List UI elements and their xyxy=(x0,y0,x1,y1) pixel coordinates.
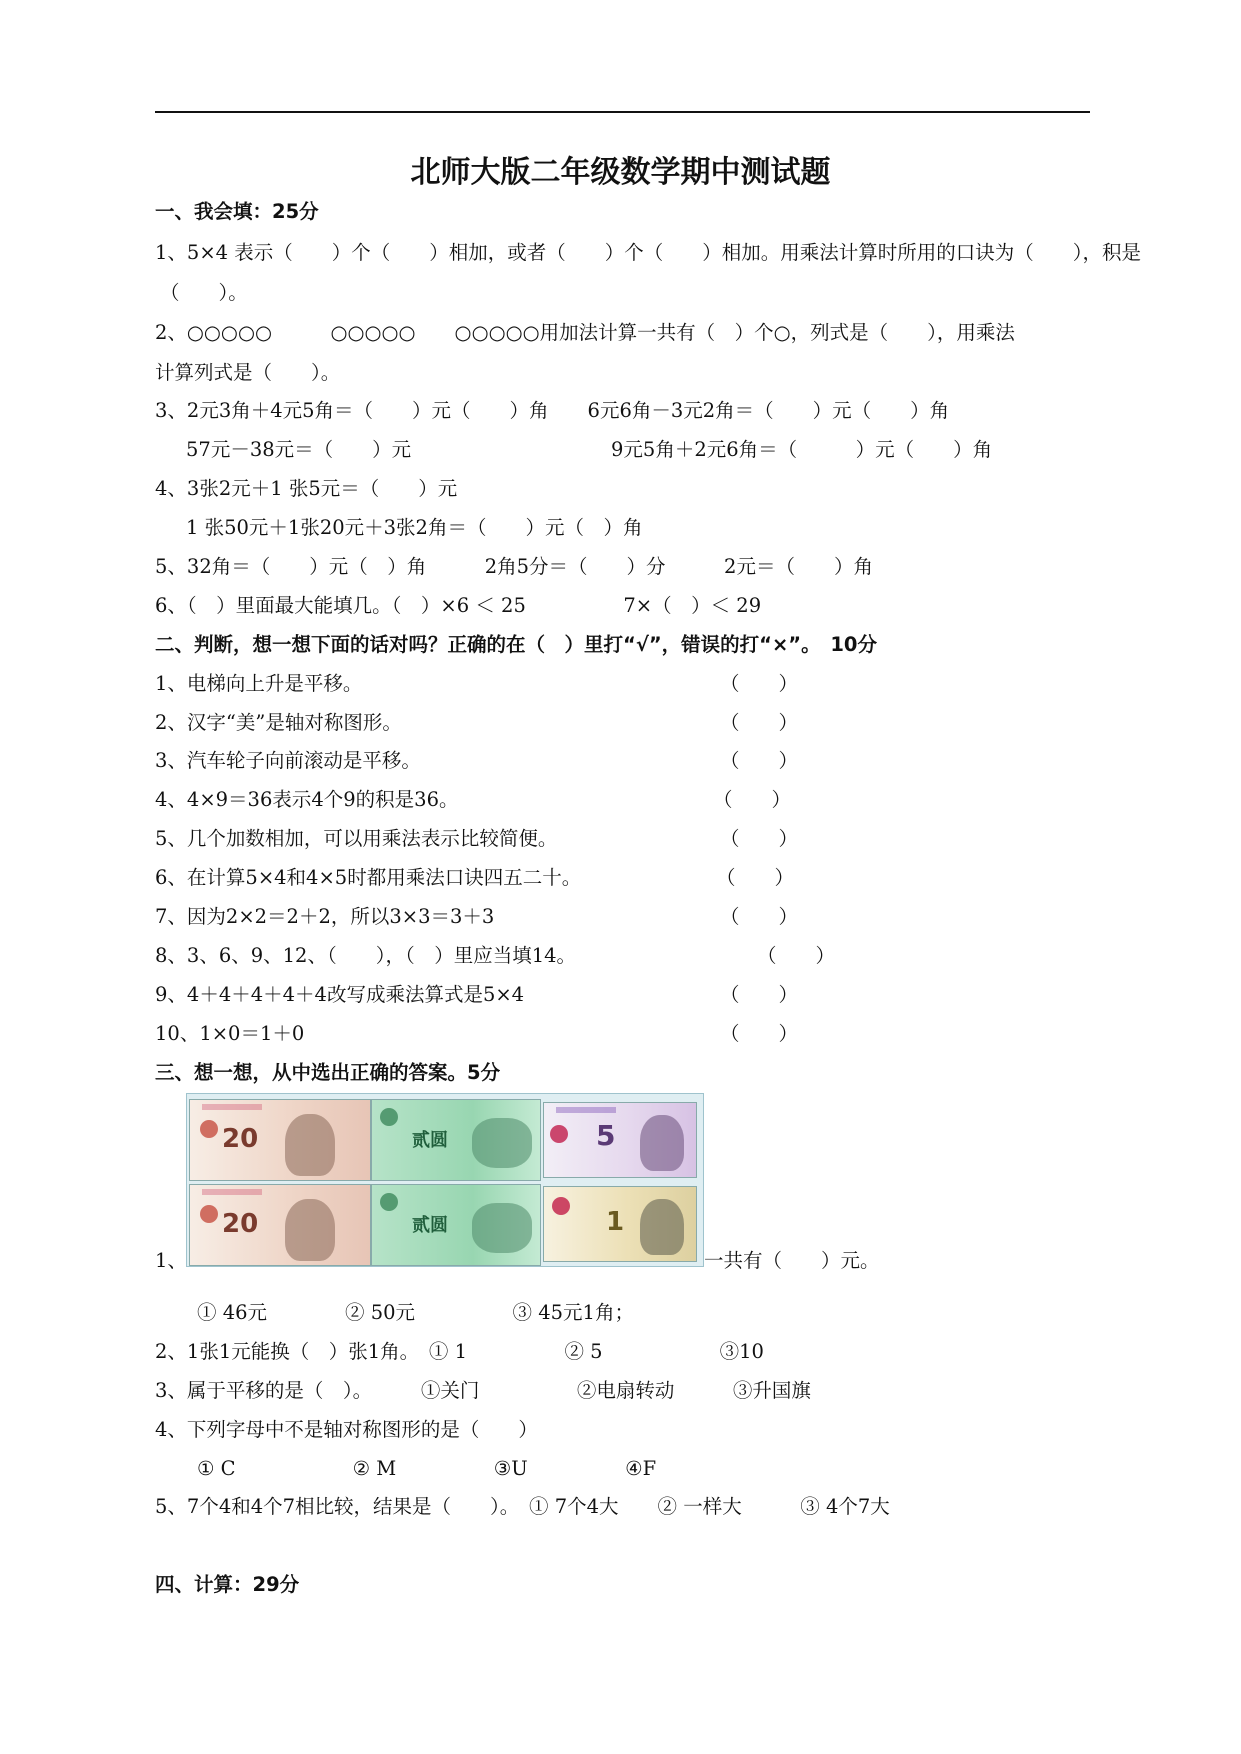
s3-q4-options: ① C ② M ③U ④F xyxy=(197,1457,657,1480)
s1-line-5: 3、2元3角＋4元5角＝（ ）元（ ）角 6元6角－3元2角＝（ ）元（ ）角 xyxy=(155,399,950,422)
banknote-20-bottom-denom: 20 xyxy=(222,1209,259,1239)
s2-item-2: 2、汉字“美”是轴对称图形。 xyxy=(155,711,402,734)
s2-answer-1[interactable]: （ ） xyxy=(720,672,799,695)
s3-q5: 5、7个4和4个7相比较，结果是（ ）。 ① 7个4大 ② 一样大 ③ 4个7大 xyxy=(155,1495,890,1518)
banknote-2-bottom-denom: 贰圆 xyxy=(412,1215,448,1236)
banknote-2-top xyxy=(371,1099,541,1181)
s3-q4: 4、下列字母中不是轴对称图形的是（ ） xyxy=(155,1418,538,1441)
s2-answer-9[interactable]: （ ） xyxy=(720,983,799,1006)
s2-answer-8[interactable]: （ ） xyxy=(757,944,836,967)
banknote-1 xyxy=(543,1186,697,1262)
page-title: 北师大版二年级数学期中测试题 xyxy=(410,155,831,190)
s2-item-5: 5、几个加数相加，可以用乘法表示比较简便。 xyxy=(155,827,558,850)
s2-answer-5[interactable]: （ ） xyxy=(720,827,799,850)
s1-line-10: 5、32角＝（ ）元（ ）角 2角5分＝（ ）分 2元＝（ ）角 xyxy=(155,555,873,578)
s3-q1-prefix: 1、 xyxy=(155,1249,187,1272)
banknote-2-top-denom: 贰圆 xyxy=(412,1130,448,1151)
s1-line-2: （ ）。 xyxy=(160,281,248,304)
s1-line-1: 1、5×4 表示（ ）个（ ）相加，或者（ ）个（ ）相加。用乘法计算时所用的口诀为（ ），积是 xyxy=(155,241,1142,264)
section2-heading: 二、判断，想一想下面的话对吗？正确的在（ ）里打“√”，错误的打“×”。 10分 xyxy=(155,633,877,656)
s2-item-6: 6、在计算5×4和4×5时都用乘法口诀四五二十。 xyxy=(155,866,582,889)
banknote-20-top-denom: 20 xyxy=(222,1124,259,1154)
section3-heading: 三、想一想，从中选出正确的答案。5分 xyxy=(155,1061,501,1084)
s2-answer-3[interactable]: （ ） xyxy=(720,749,799,772)
s1-line-9: 1 张50元＋1张20元＋3张2角＝（ ）元（ ）角 xyxy=(186,516,643,539)
s2-answer-7[interactable]: （ ） xyxy=(720,905,799,928)
s1-line-11: 6、（ ）里面最大能填几。（ ）×6 ＜ 25 7×（ ）＜ 29 xyxy=(155,594,762,617)
banknotes-image xyxy=(186,1093,704,1267)
s1-line-4: 计算列式是（ ）。 xyxy=(155,361,341,384)
s1-line-6: 57元－38元＝（ ）元 xyxy=(186,438,412,461)
s2-item-10: 10、1×0＝1＋0 xyxy=(155,1022,305,1045)
s3-q1-suffix: 一共有（ ）元。 xyxy=(704,1249,880,1272)
s2-item-9: 9、4＋4＋4＋4＋4改写成乘法算式是5×4 xyxy=(155,983,525,1006)
banknote-2-bottom xyxy=(371,1184,541,1266)
section1-heading: 一、我会填：25分 xyxy=(155,200,319,223)
s2-item-7: 7、因为2×2＝2＋2，所以3×3＝3＋3 xyxy=(155,905,495,928)
s2-item-8: 8、3、6、9、12、（ ），（ ）里应当填14。 xyxy=(155,944,577,967)
s2-answer-6[interactable]: （ ） xyxy=(716,866,795,889)
s2-answer-10[interactable]: （ ） xyxy=(720,1022,799,1045)
s2-item-3: 3、汽车轮子向前滚动是平移。 xyxy=(155,749,421,772)
s2-item-4: 4、4×9＝36表示4个9的积是36。 xyxy=(155,788,459,811)
s2-answer-2[interactable]: （ ） xyxy=(720,711,799,734)
header-rule xyxy=(155,111,1090,113)
banknote-5-denom: 5 xyxy=(596,1119,616,1152)
s1-line-3: 2、○○○○○ ○○○○○ ○○○○○用加法计算一共有（ ）个○，列式是（ ），用乘法 xyxy=(155,321,1015,344)
banknote-20-bottom xyxy=(189,1184,371,1266)
s3-q2: 2、1张1元能换（ ）张1角。 ① 1 ② 5 ③10 xyxy=(155,1340,764,1363)
section4-heading: 四、计算：29分 xyxy=(155,1573,300,1596)
s2-answer-4[interactable]: （ ） xyxy=(713,788,792,811)
s3-q3: 3、属于平移的是（ ）。 ①关门 ②电扇转动 ③升国旗 xyxy=(155,1379,811,1402)
s1-line-8: 4、3张2元＋1 张5元＝（ ）元 xyxy=(155,477,458,500)
s1-line-7: 9元5角＋2元6角＝（ ）元（ ）角 xyxy=(611,438,993,461)
s2-item-1: 1、电梯向上升是平移。 xyxy=(155,672,363,695)
banknote-1-denom: 1 xyxy=(606,1207,625,1237)
s3-q1-options: ① 46元 ② 50元 ③ 45元1角； xyxy=(197,1301,634,1324)
banknote-20-top xyxy=(189,1099,371,1181)
banknote-5 xyxy=(543,1102,697,1178)
